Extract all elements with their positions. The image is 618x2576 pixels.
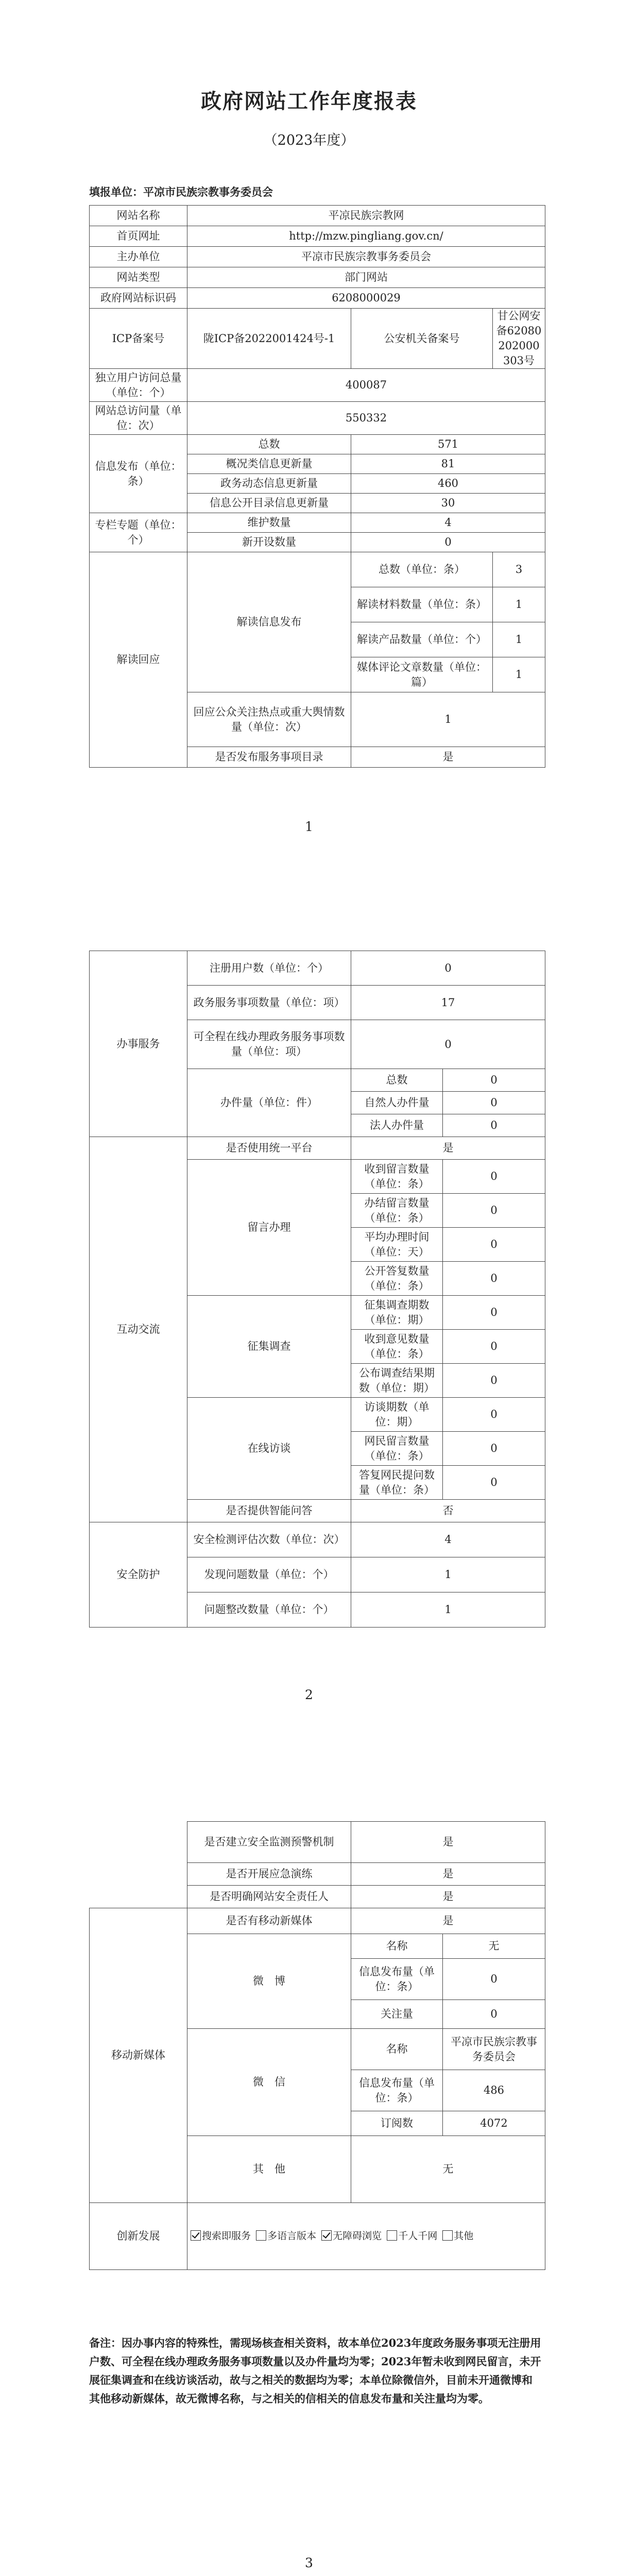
- info-overview-label: 概况类信息更新量: [187, 454, 351, 474]
- interp-material-value: 1: [493, 587, 545, 622]
- page-number: 3: [305, 2555, 313, 2570]
- service-label: 办事服务: [90, 951, 187, 1137]
- interp-material-label: 解读材料数量（单位：条）: [351, 587, 493, 622]
- other-media-label: 其 他: [187, 2136, 351, 2203]
- unique-visitors-label: 独立用户访问总量（单位：个）: [90, 369, 187, 402]
- remarks: 备注：因办事内容的特殊性，需现场核查相关资料，故本单位2023年度政务服务事项无注册用户数、可全程在线办理政务服务事项数量以及办件量均为零；2023年暂未收到网民留言，未开展征集调查和在线访谈活动，故与之相关的数据均为零；本单位除微信外，目前未开通微博和其他移动新媒体，故无微博名称，与之相关的信相关的信息发布量和关注量均为零。: [89, 2336, 541, 2405]
- other-media-value: 无: [351, 2136, 545, 2203]
- new-media-label: 移动新媒体: [90, 1908, 187, 2203]
- drill-label: 是否开展应急演练: [187, 1863, 351, 1886]
- survey-count-label: 征集调查期数（单位：期）: [351, 1296, 443, 1330]
- info-open-label: 信息公开目录信息更新量: [187, 494, 351, 513]
- reg-users-label: 注册用户数（单位：个）: [187, 951, 351, 986]
- weibo-follow-label: 关注量: [351, 2000, 443, 2029]
- interview-msg-label: 网民留言数量（单位：条）: [351, 1432, 443, 1466]
- online-interview-label: 在线访谈: [187, 1398, 351, 1500]
- hot-response-value: 1: [351, 692, 545, 747]
- interview-count-value: 0: [443, 1398, 545, 1432]
- security-owner-label: 是否明确网站安全责任人: [187, 1886, 351, 1908]
- icp-label: ICP备案号: [90, 309, 187, 369]
- msg-avg-label: 平均办理时间（单位：天）: [351, 1228, 443, 1262]
- monitor-label: 是否建立安全监测预警机制: [187, 1822, 351, 1863]
- interpretation-label: 解读回应: [90, 552, 187, 768]
- info-dynamic-label: 政务动态信息更新量: [187, 474, 351, 494]
- site-name-label: 网站名称: [90, 206, 187, 226]
- column-topic-label: 专栏专题（单位：个）: [90, 513, 187, 552]
- option-accessibility[interactable]: 无障碍浏览: [321, 2230, 382, 2242]
- report-table-page-1: [89, 205, 545, 768]
- cases-person-value: 0: [443, 1092, 545, 1114]
- checkbox-icon[interactable]: [387, 2230, 397, 2241]
- msg-done-value: 0: [443, 1194, 545, 1228]
- column-maintain-label: 维护数量: [187, 513, 351, 533]
- smart-qa-label: 是否提供智能问答: [187, 1500, 351, 1522]
- police-record-value: 甘公网安备62080202000303号: [493, 309, 545, 369]
- cases-legal-label: 法人办件量: [351, 1114, 443, 1137]
- wechat-name-value: 平凉市民族宗教事务委员会: [443, 2029, 545, 2070]
- survey-opinion-label: 收到意见数量（单位：条）: [351, 1330, 443, 1364]
- security-owner-value: 是: [351, 1886, 545, 1908]
- service-catalog-value: 是: [351, 747, 545, 768]
- host-org-label: 主办单位: [90, 247, 187, 267]
- report-table-page-2: [89, 951, 545, 1628]
- smart-qa-value: 否: [351, 1500, 545, 1522]
- online-items-label: 可全程在线办理政务服务事项数量（单位：项）: [187, 1020, 351, 1069]
- unique-visitors-value: 400087: [187, 369, 545, 402]
- wechat-subscribers-label: 订阅数: [351, 2111, 443, 2136]
- unified-platform-label: 是否使用统一平台: [187, 1137, 351, 1160]
- drill-value: 是: [351, 1863, 545, 1886]
- checkbox-icon[interactable]: [442, 2230, 453, 2241]
- service-catalog-label: 是否发布服务事项目录: [187, 747, 351, 768]
- survey-result-value: 0: [443, 1364, 545, 1398]
- msg-public-label: 公开答复数量（单位：条）: [351, 1262, 443, 1296]
- host-org-value: 平凉市民族宗教事务委员会: [187, 247, 545, 267]
- site-type-label: 网站类型: [90, 267, 187, 288]
- report-year: （2023年度）: [263, 132, 355, 148]
- interview-count-label: 访谈期数（单位：期）: [351, 1398, 443, 1432]
- info-open-value: 30: [351, 494, 545, 513]
- info-dynamic-value: 460: [351, 474, 545, 494]
- info-overview-value: 81: [351, 454, 545, 474]
- site-code-value: 6208000029: [187, 288, 545, 309]
- column-maintain-value: 4: [351, 513, 545, 533]
- option-other[interactable]: 其他: [442, 2230, 473, 2242]
- msg-received-label: 收到留言数量（单位：条）: [351, 1160, 443, 1194]
- reg-users-value: 0: [351, 951, 545, 986]
- wechat-publish-value: 486: [443, 2070, 545, 2111]
- page-views-value: 550332: [187, 402, 545, 435]
- info-total-value: 571: [351, 435, 545, 454]
- online-items-value: 0: [351, 1020, 545, 1069]
- message-handling-label: 留言办理: [187, 1160, 351, 1296]
- info-total-label: 总数: [187, 435, 351, 454]
- security-label: 安全防护: [90, 1522, 187, 1628]
- interp-media-value: 1: [493, 657, 545, 692]
- interp-product-value: 1: [493, 622, 545, 657]
- survey-opinion-value: 0: [443, 1330, 545, 1364]
- msg-done-label: 办结留言数量（单位：条）: [351, 1194, 443, 1228]
- weibo-follow-value: 0: [443, 2000, 545, 2029]
- interp-publish-label: 解读信息发布: [187, 552, 351, 692]
- police-record-label: 公安机关备案号: [351, 309, 493, 369]
- survey-label: 征集调查: [187, 1296, 351, 1398]
- page-number: 1: [305, 819, 313, 834]
- weibo-name-label: 名称: [351, 1934, 443, 1959]
- page-views-label: 网站总访问量（单位：次）: [90, 402, 187, 435]
- info-publish-label: 信息发布（单位：条）: [90, 435, 187, 513]
- site-code-label: 政府网站标识码: [90, 288, 187, 309]
- msg-public-value: 0: [443, 1262, 545, 1296]
- interp-product-label: 解读产品数量（单位：个）: [351, 622, 493, 657]
- column-new-label: 新开设数量: [187, 533, 351, 552]
- cases-total-label: 总数: [351, 1069, 443, 1092]
- issues-fixed-label: 问题整改数量（单位：个）: [187, 1592, 351, 1628]
- wechat-label: 微 信: [187, 2029, 351, 2136]
- issues-found-label: 发现问题数量（单位：个）: [187, 1557, 351, 1592]
- handled-cases-label: 办件量（单位：件）: [187, 1069, 351, 1137]
- msg-avg-value: 0: [443, 1228, 545, 1262]
- service-items-label: 政务服务事项数量（单位：项）: [187, 986, 351, 1020]
- wechat-publish-label: 信息发布量（单位：条）: [351, 2070, 443, 2111]
- service-items-value: 17: [351, 986, 545, 1020]
- checkbox-icon[interactable]: [256, 2230, 266, 2241]
- interp-total-value: 3: [493, 552, 545, 587]
- wechat-name-label: 名称: [351, 2029, 443, 2070]
- innovation-options: [187, 2203, 545, 2270]
- report-table-page-3: [89, 1821, 545, 2270]
- icp-value: 陇ICP备2022001424号-1: [187, 309, 351, 369]
- interaction-label: 互动交流: [90, 1137, 187, 1522]
- survey-result-label: 公布调查结果期数（单位：期）: [351, 1364, 443, 1398]
- report-title: 政府网站工作年度报表: [201, 89, 417, 113]
- innovation-label: 创新发展: [90, 2203, 187, 2270]
- hot-response-label: 回应公众关注热点或重大舆情数量（单位：次）: [187, 692, 351, 747]
- interview-reply-value: 0: [443, 1466, 545, 1500]
- cases-person-label: 自然人办件量: [351, 1092, 443, 1114]
- interview-msg-value: 0: [443, 1432, 545, 1466]
- issues-fixed-value: 1: [351, 1592, 545, 1628]
- option-personalized[interactable]: 千人千网: [387, 2230, 437, 2242]
- msg-received-value: 0: [443, 1160, 545, 1194]
- site-name-value: 平凉民族宗教网: [187, 206, 545, 226]
- has-new-media-value: 是: [351, 1908, 545, 1934]
- monitor-value: 是: [351, 1822, 545, 1863]
- checkbox-icon[interactable]: [191, 2230, 201, 2241]
- homepage-label: 首页网址: [90, 226, 187, 247]
- survey-count-value: 0: [443, 1296, 545, 1330]
- weibo-publish-value: 0: [443, 1959, 545, 2000]
- page-number: 2: [305, 1687, 313, 1702]
- interp-total-label: 总数（单位：条）: [351, 552, 493, 587]
- homepage-value[interactable]: http://mzw.pingliang.gov.cn/: [187, 226, 545, 247]
- issues-found-value: 1: [351, 1557, 545, 1592]
- interview-reply-label: 答复网民提问数量（单位：条）: [351, 1466, 443, 1500]
- cases-total-value: 0: [443, 1069, 545, 1092]
- column-new-value: 0: [351, 533, 545, 552]
- has-new-media-label: 是否有移动新媒体: [187, 1908, 351, 1934]
- security-check-value: 4: [351, 1522, 545, 1557]
- weibo-label: 微 博: [187, 1934, 351, 2029]
- interp-media-label: 媒体评论文章数量（单位：篇）: [351, 657, 493, 692]
- site-type-value: 部门网站: [187, 267, 545, 288]
- unified-platform-value: 是: [351, 1137, 545, 1160]
- security-check-label: 安全检测评估次数（单位：次）: [187, 1522, 351, 1557]
- wechat-subscribers-value: 4072: [443, 2111, 545, 2136]
- checkbox-icon[interactable]: [321, 2230, 332, 2241]
- weibo-name-value: 无: [443, 1934, 545, 1959]
- filling-unit: 填报单位：平凉市民族宗教事务委员会: [89, 185, 273, 198]
- weibo-publish-label: 信息发布量（单位：条）: [351, 1959, 443, 2000]
- option-multi-language[interactable]: 多语言版本: [256, 2230, 316, 2242]
- cases-legal-value: 0: [443, 1114, 545, 1137]
- option-search-service[interactable]: 搜索即服务: [191, 2230, 251, 2242]
